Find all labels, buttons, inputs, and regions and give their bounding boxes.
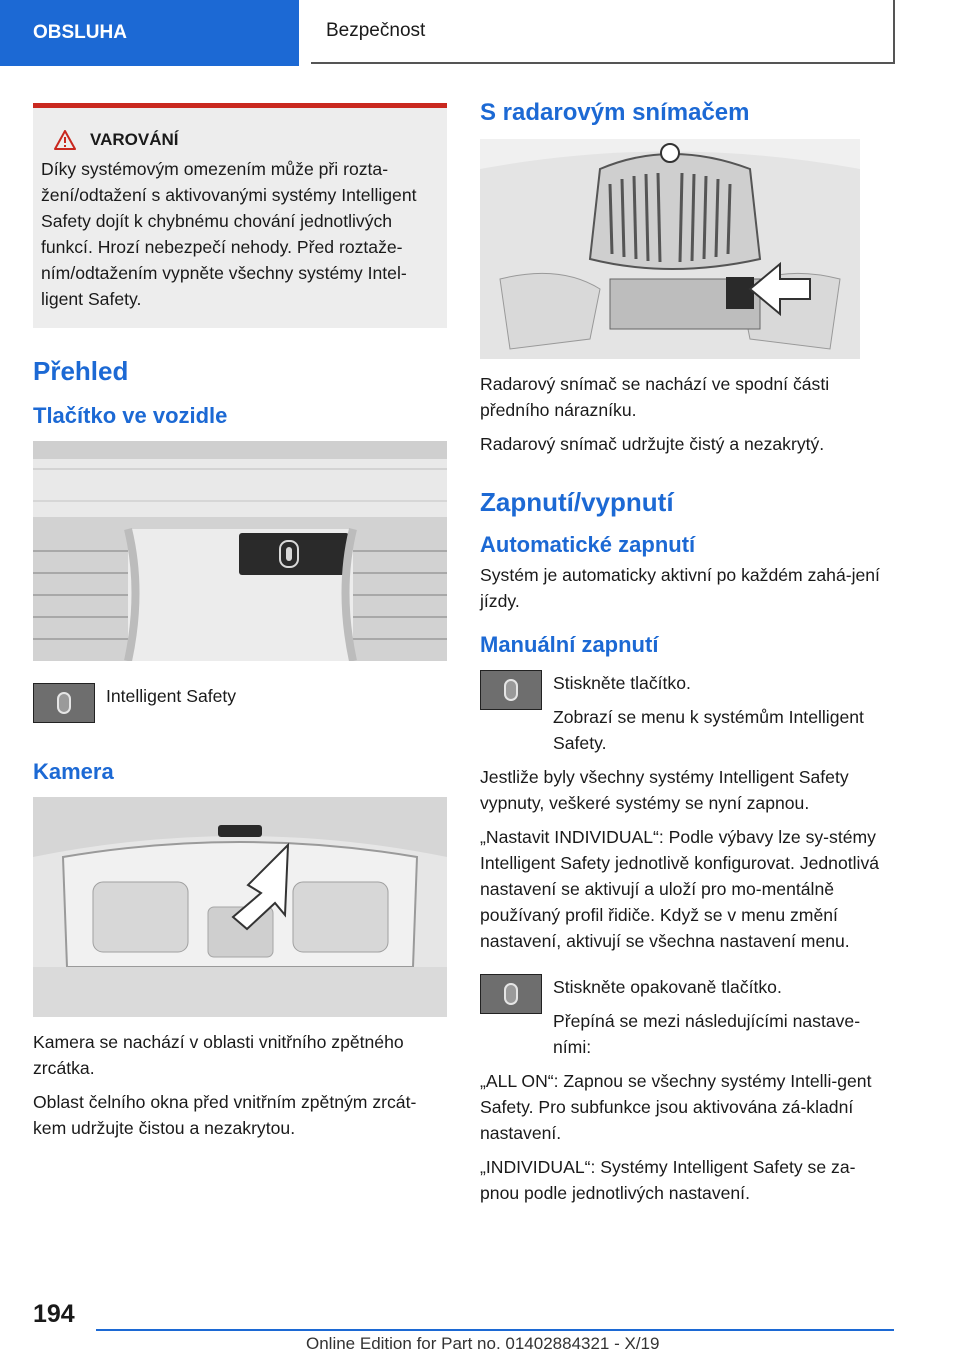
intelligent-safety-icon (504, 679, 518, 701)
heading-overview: Přehled (33, 356, 129, 386)
warning-box (33, 103, 447, 328)
menu-shown-text: Zobrazí se menu k systémům Intelligent Safety. (553, 707, 864, 753)
heading-auto-on: Automatické zapnutí (480, 532, 696, 557)
switch-between-text: Přepíná se mezi následujícími nastave-ními: (553, 1011, 861, 1057)
heading-on-off: Zapnutí/vypnutí (480, 487, 674, 517)
chapter-header (311, 0, 895, 64)
camera-text-1: Kamera se nachází v oblasti vnitřního zpětného zrcátka. (33, 1032, 404, 1078)
individual-text: „INDIVIDUAL“: Systémy Intelligent Safety se za-pnou podle jednotlivých nastavení. (480, 1157, 856, 1203)
intelligent-safety-icon (57, 692, 71, 714)
warning-title: VAROVÁNÍ (90, 130, 179, 149)
heading-camera: Kamera (33, 759, 114, 784)
all-on-text: „ALL ON“: Zapnou se všechny systémy Intelli-gent Safety. Pro subfunkce jsou aktivována zá-kladní nastavení. (480, 1071, 872, 1143)
intelligent-safety-icon (504, 983, 518, 1005)
footer-edition: Online Edition for Part no. 01402884321 - X/19 (306, 1334, 660, 1353)
button-legend (33, 683, 447, 727)
camera-location-image (33, 797, 447, 1017)
intelligent-safety-button[interactable] (480, 670, 542, 710)
section-title: OBSLUHA (33, 22, 127, 43)
warning-line: ligent Safety. (41, 289, 142, 309)
manual-text-2: „Nastavit INDIVIDUAL“: Podle výbavy lze sy-stémy Intelligent Safety jednotlivě konfigurovat. Jednotlivá nastavení se aktivují a uloží pro mo-mentálně používaný profil řidiče. Když se v menu změní nastavení, aktivují se všechna nastavení menu. (480, 827, 880, 951)
radar-text-1: Radarový snímač se nachází ve spodní části předního nárazníku. (480, 374, 830, 420)
intelligent-safety-button[interactable] (480, 974, 542, 1014)
warning-line: žení/odtažení s aktivovanými systémy Intelligent (41, 185, 417, 205)
page-number: 194 (33, 1300, 75, 1328)
heading-radar: S radarovým snímačem (480, 99, 750, 126)
right-column (480, 99, 894, 1214)
warning-line: ním/odtažením vypněte všechny systémy Intel- (41, 263, 407, 283)
heading-manual-on: Manuální zapnutí (480, 632, 659, 657)
warning-line: funkcí. Hrozí nebezpečí nehody. Před roztaže- (41, 237, 403, 257)
auto-on-text: Systém je automaticky aktivní po každém zahá-jení jízdy. (480, 565, 880, 611)
button-legend-text: Intelligent Safety (106, 686, 237, 706)
chapter-title: Bezpečnost (326, 20, 426, 41)
warning-line: Safety dojít k chybnému chování jednotlivých (41, 211, 393, 231)
warning-line: Díky systémovým omezením může při rozta- (41, 159, 389, 179)
intelligent-safety-button[interactable] (33, 683, 95, 723)
left-column (33, 103, 447, 1149)
footer-divider (96, 1329, 894, 1331)
radar-sensor-image (480, 139, 860, 359)
camera-text-2: Oblast čelního okna před vnitřním zpětným zrcát-kem udržujte čistou a nezakrytou. (33, 1092, 417, 1138)
manual-text-1: Jestliže byly všechny systémy Intelligent Safety vypnuty, veškeré systémy se nyní zapnou. (480, 767, 849, 813)
press-button-step (480, 670, 894, 756)
dashboard-button-image (33, 441, 447, 661)
heading-button-in-vehicle: Tlačítko ve vozidle (33, 403, 228, 428)
section-tab (0, 0, 299, 66)
warning-triangle-icon (54, 130, 76, 150)
press-repeat-text: Stiskněte opakovaně tlačítko. (553, 977, 782, 997)
press-repeat-step (480, 974, 894, 1060)
radar-text-2: Radarový snímač udržujte čistý a nezakrytý. (480, 434, 825, 454)
warning-heading (54, 130, 439, 150)
press-button-text: Stiskněte tlačítko. (553, 673, 691, 693)
